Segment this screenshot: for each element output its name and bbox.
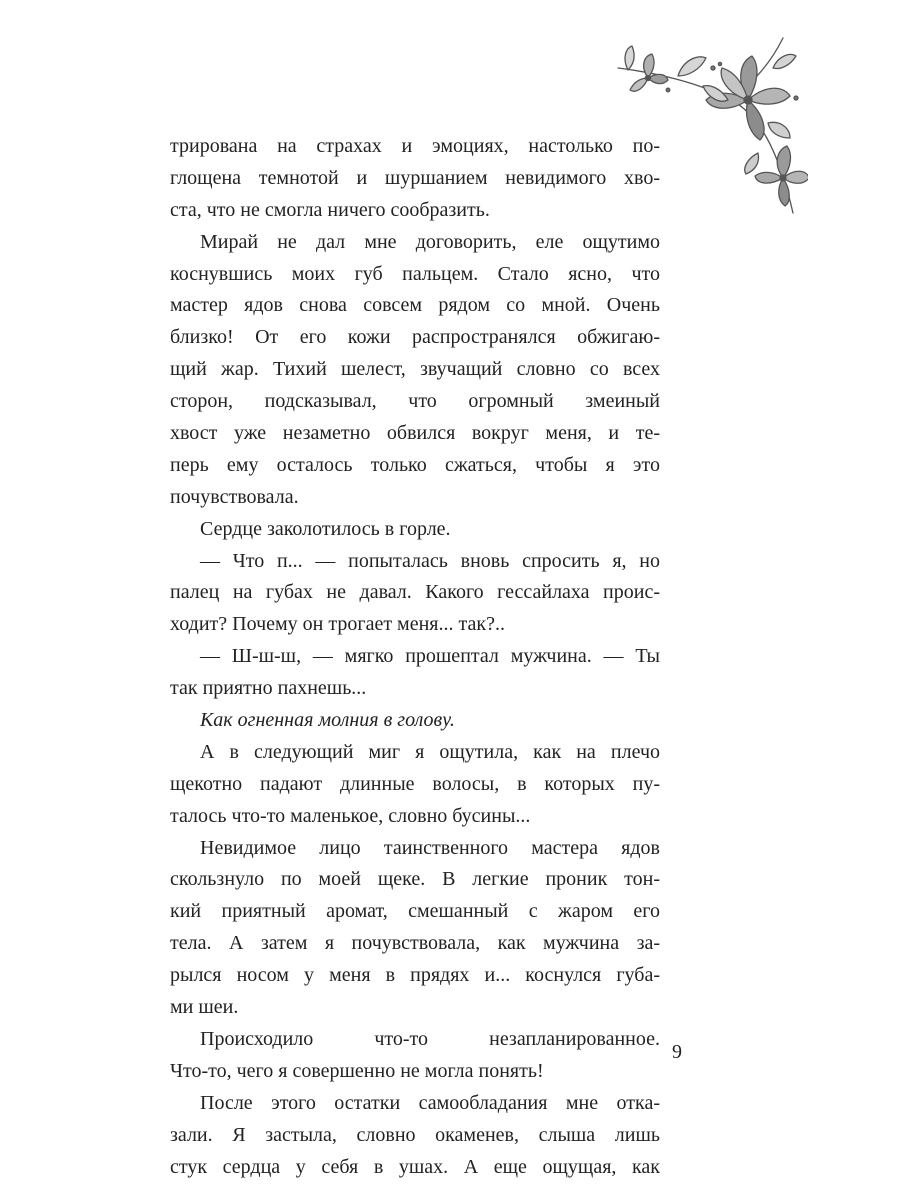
text-line: так приятно пахнешь... <box>170 677 367 700</box>
text-line: Что-то, чего я совершенно не могла понять! <box>170 1059 544 1082</box>
text-line: — Что п... — попыталась вновь спросить я, но <box>200 549 660 572</box>
text-line: мастер ядов снова совсем рядом со мной. Очень <box>170 294 660 317</box>
text-line: сторон, подсказывал, что огромный змеиный <box>170 390 660 413</box>
text-line: Невидимое лицо таинственного мастера ядов <box>200 836 660 859</box>
text-line: хвост уже незаметно обвился вокруг меня, и те- <box>170 422 660 445</box>
text-line: ста, что не смогла ничего сообразить. <box>170 198 490 221</box>
text-line: трирована на страхах и эмоциях, настолько по- <box>170 135 660 157</box>
text-line: перь ему осталось только сжаться, чтобы я это <box>170 453 660 476</box>
text-line: глощена темнотой и шуршанием невидимого хво- <box>170 166 660 189</box>
text-line: почувствовала. <box>170 485 299 508</box>
text-line: кий приятный аромат, смешанный с жаром его <box>170 900 660 923</box>
text-line: стук сердца у себя в ушах. А еще ощущая, как <box>170 1155 660 1178</box>
text-line: Происходило что-то незапланированное. <box>200 1027 660 1050</box>
body-text <box>170 131 660 1183</box>
text-line: тела. А затем я почувствовала, как мужчина за- <box>170 932 660 955</box>
text-line: А в следующий миг я ощутила, как на плечо <box>200 740 660 763</box>
text-line: ходит? Почему он трогает меня... так?.. <box>170 613 505 636</box>
text-line: близко! От его кожи распространялся обжигаю- <box>170 326 660 349</box>
text-line: коснувшись моих губ пальцем. Стало ясно, что <box>170 262 660 285</box>
text-line: Сердце заколотилось в горле. <box>200 517 451 540</box>
page-number: 9 <box>672 1041 682 1063</box>
text-line: скользнуло по моей щеке. В легкие проник тон- <box>170 868 660 891</box>
text-line: рылся носом у меня в прядях и... коснулся губа- <box>170 964 660 987</box>
text-line: щекотно падают длинные волосы, в которых пу- <box>170 772 660 795</box>
text-line-italic: Как огненная молния в голову. <box>200 709 455 732</box>
text-line: щий жар. Тихий шелест, звучащий словно со всех <box>170 358 660 381</box>
text-line: — Ш-ш-ш, — мягко прошептал мужчина. — Ты <box>200 645 660 668</box>
text-line: После этого остатки самообладания мне отка- <box>200 1091 660 1114</box>
text-line: ми шеи. <box>170 996 239 1019</box>
text-line: Мирай не дал мне договорить, еле ощутимо <box>200 230 660 253</box>
text-line: зали. Я застыла, словно окаменев, слыша лишь <box>170 1123 660 1146</box>
text-line: палец на губах не давал. Какого гессайлаха проис- <box>170 581 660 604</box>
text-line: талось что-то маленькое, словно бусины... <box>170 804 531 827</box>
